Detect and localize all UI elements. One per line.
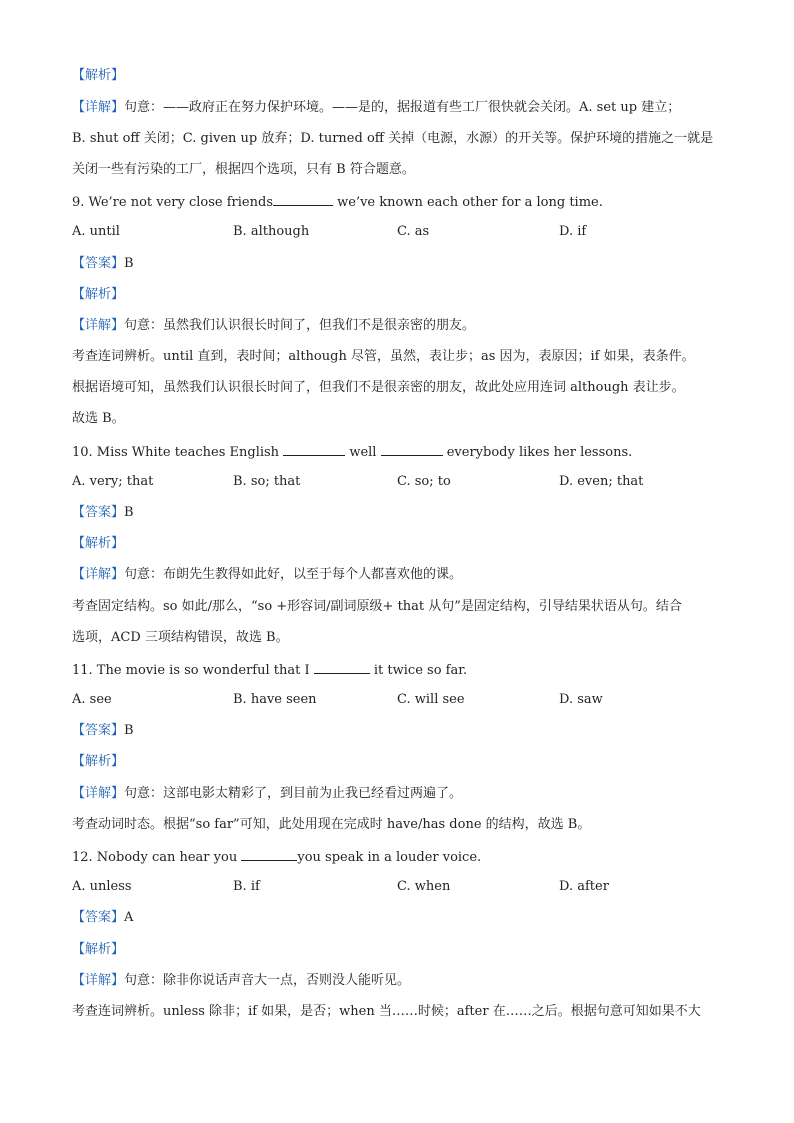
option-b: B. have seen <box>233 692 317 707</box>
detail-paragraph-line: 考查动词时态。根据“so far”可知，此处用现在完成时 have/has done 的结构，故选 B。 <box>72 817 591 832</box>
answer-blank <box>381 441 443 456</box>
option-d: D. saw <box>559 692 603 707</box>
answer-blank <box>241 846 297 861</box>
analysis-heading: 【解析】 <box>72 287 125 302</box>
analysis-heading: 【解析】 <box>72 754 125 769</box>
detail-paragraph-line: 考查固定结构。so 如此/那么，“so +形容词/副词原级+ that 从句”是固定结构，引导结果状语从句。结合 <box>72 599 682 614</box>
detail-paragraph-line: 考查连词辨析。unless 除非；if 如果，是否；when 当……时候；after 在……之后。根据句意可知如果不大 <box>72 1004 701 1019</box>
option-d: D. if <box>559 224 587 239</box>
answer-line: 【答案】B <box>72 723 134 738</box>
detail-paragraph-line: 考查连词辨析。until 直到，表时间；although 尽管，虽然，表让步；as 因为，表原因；if 如果，表条件。 <box>72 349 695 364</box>
question-stem: 9. We’re not very close friends we’ve known each other for a long time. <box>72 191 603 213</box>
answer-blank <box>283 441 345 456</box>
detail-paragraph-line: 【详解】句意：这部电影太精彩了，到目前为止我已经看过两遍了。 <box>72 786 463 801</box>
analysis-heading: 【解析】 <box>72 68 125 83</box>
option-b: B. although <box>233 224 310 239</box>
detail-paragraph-line: 故选 B。 <box>72 411 125 426</box>
detail-paragraph-line: 【详解】句意：——政府正在努力保护环境。——是的，据报道有些工厂很快就会关闭。A. set up 建立； <box>72 100 681 115</box>
option-a: A. see <box>72 692 112 707</box>
option-a: A. unless <box>72 879 132 894</box>
detail-paragraph-line: 【详解】句意：布朗先生教得如此好，以至于每个人都喜欢他的课。 <box>72 567 463 582</box>
option-c: C. when <box>397 879 451 894</box>
detail-paragraph-line: 选项，ACD 三项结构错误，故选 B。 <box>72 630 289 645</box>
question-stem: 10. Miss White teaches English well everybody likes her lessons. <box>72 441 632 463</box>
answer-blank <box>273 191 333 206</box>
analysis-heading: 【解析】 <box>72 942 125 957</box>
answer-line: 【答案】B <box>72 505 134 520</box>
detail-paragraph-line: B. shut off 关闭；C. given up 放弃；D. turned off 关掉（电源，水源）的开关等。保护环境的措施之一就是 <box>72 131 714 146</box>
analysis-heading: 【解析】 <box>72 536 125 551</box>
option-a: A. until <box>72 224 120 239</box>
detail-paragraph-line: 关闭一些有污染的工厂，根据四个选项，只有 B 符合题意。 <box>72 162 415 177</box>
option-d: D. after <box>559 879 609 894</box>
option-b: B. so; that <box>233 474 301 489</box>
option-a: A. very; that <box>72 474 154 489</box>
detail-paragraph-line: 【详解】句意：虽然我们认识很长时间了，但我们不是很亲密的朋友。 <box>72 318 476 333</box>
question-stem: 12. Nobody can hear you you speak in a louder voice. <box>72 846 481 868</box>
option-c: C. will see <box>397 692 465 707</box>
option-c: C. as <box>397 224 430 239</box>
answer-line: 【答案】A <box>72 910 134 925</box>
detail-paragraph-line: 根据语境可知，虽然我们认识很长时间了，但我们不是很亲密的朋友，故此处应用连词 although 表让步。 <box>72 380 685 395</box>
answer-blank <box>314 659 370 674</box>
question-stem: 11. The movie is so wonderful that I it twice so far. <box>72 659 467 681</box>
option-d: D. even; that <box>559 474 644 489</box>
detail-paragraph-line: 【详解】句意：除非你说话声音大一点，否则没人能听见。 <box>72 973 411 988</box>
answer-line: 【答案】B <box>72 256 134 271</box>
option-b: B. if <box>233 879 260 894</box>
option-c: C. so; to <box>397 474 451 489</box>
